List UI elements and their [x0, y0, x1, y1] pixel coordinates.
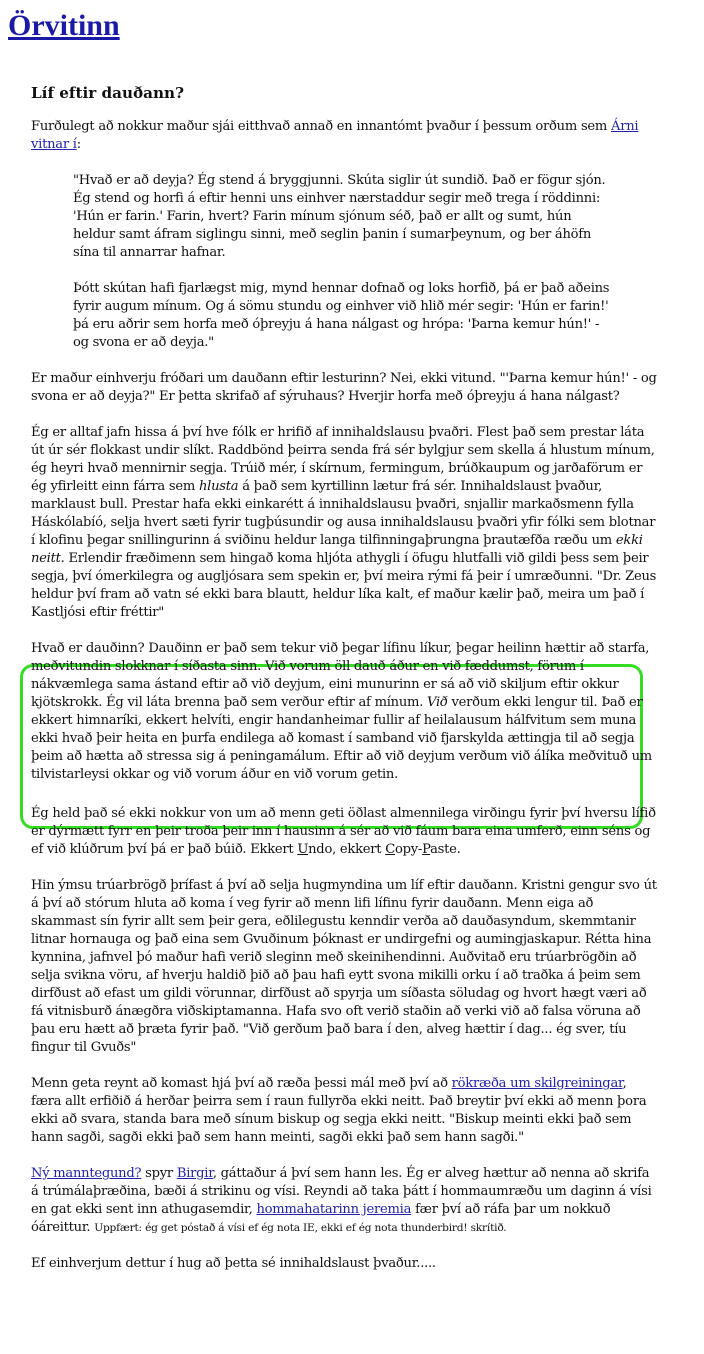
- paragraph-4-text-b: , ekkert: [332, 842, 386, 857]
- intro-colon: :: [76, 137, 81, 152]
- paste-rest: aste: [430, 842, 457, 857]
- definitions-link[interactable]: rökræða um skilgreiningar: [451, 1076, 623, 1091]
- paste-underlined-letter: P: [422, 842, 431, 857]
- paragraph-2: [31, 424, 659, 622]
- post-body: [31, 82, 659, 1291]
- copy-underlined-letter: C: [385, 842, 395, 857]
- intro-text: Furðulegt að nokkur maður sjái eitthvað annað en innantómt þvaður í þessum orðum sem: [31, 119, 611, 134]
- post-title: Líf eftir dauðann?: [31, 84, 184, 102]
- paragraph-7-text-a: spyr: [141, 1166, 177, 1181]
- intro-paragraph: [31, 118, 659, 154]
- paragraph-2-text-c: . Erlendir fræðimenn sem hingað koma hljóta athygli í öfugu hlutfalli við gildi þess sem þeir segja, því ómerkilegra og augljósara sem spekin er, því meira rými fá þeir í umræðunni. "Dr. Zeus heldur því fram að vatn sé ekki bara blautt, heldur líka kalt, ef maður kælir það, meira um það í Kastljósi eftir fréttir": [31, 551, 657, 620]
- highlighted-text-b: verðum ekki lengur til. Það er ekkert himnaríki, ekkert helvíti, engir handanheimar fullir af heilalausum hálfvitum sem muna ekki hvað þeir heita en þurfa endilega að komast í samband við fjarskylda ættingja til að segja þeim að hætta að stressa sig á peningamálum. Eftir að við deyjum verðum við álíka meðvituð um tilvistarleysi okkar og við vorum áður en við vorum getin.: [31, 695, 652, 782]
- paragraph-5: Hin ýmsu trúarbrögð þrífast á því að selja hugmyndina um líf eftir dauðann. Kristni gengur svo út á því að stórum hluta að koma í veg fyrir að menn lifi lífinu fyrir dauðann. Menn eiga að skammast sín fyrir allt sem þeir gera, eðlilegustu kenndir verða að dauðasyndum, skemmtanir litnar hornauga og það eina sem Gvuðinum þóknast er undirgefni og aumingjaskapur. Rétta hina kynnina, jafnvel þó maður hafi verið sleginn með skeinihendinni. Auðvitað eru trúarbrögðin að selja svikna vöru, af hverju haldið þið að þau hafi eytt svona mikilli orku í að traðka á þeim sem dirfðust að efast um gildi vörunnar, dirfðust að spyrja um síðasta söludag og hvort hægt væri að fá vitnisburð ánægðra viðskiptamanna. Hafa svo oft verið staðin að verki við að falsa vöruna að þau eru hætt að þræta fyrir það. "Við gerðum það bara í den, alveg hættir í dag... ég sver, tíu fingur til Gvuðs": [31, 878, 657, 1055]
- undo-underlined-letter: U: [297, 842, 309, 857]
- arni-link[interactable]: Árni vitnar í: [31, 119, 639, 152]
- paragraph-6-text-a: Menn geta reynt að komast hjá því að ræða þessi mál með því að: [31, 1076, 452, 1091]
- jeremia-link[interactable]: hommahatarinn jeremia: [256, 1202, 412, 1217]
- paragraph-7: [31, 1165, 659, 1237]
- quote-block: [73, 172, 613, 352]
- emphasis-vid: Við: [427, 695, 448, 710]
- paragraph-4-text-a: Ég held það sé ekki nokkur von um að menn geti öðlast almennilega virðingu fyrir því hversu lífið er dýrmætt fyrr en þeir troða þeir inn í hausinn á sér að við fáum bara eina umferð, einn séns og ef við klúðrum því þá er það búið. Ekkert: [31, 806, 656, 857]
- emphasis-ekki-neitt: ekki neitt: [31, 533, 643, 566]
- paragraph-8: Ef einhverjum dettur í hug að þetta sé innihaldslaust þvaður.....: [31, 1256, 436, 1271]
- highlighted-paragraph: [31, 640, 659, 784]
- paragraph-7-text-c: fær því að ráfa þar um nokkuð óáreittur.: [31, 1202, 611, 1235]
- undo-rest: ndo: [308, 842, 333, 857]
- paragraph-6: [31, 1075, 659, 1147]
- paragraph-1: Er maður einhverju fróðari um dauðann eftir lesturinn? Nei, ekki vitund. "'Þarna kemur hún!' - og svona er að deyja?" Er þetta skrifað af sýruhaus? Hverjir horfa með óþreyju á hana nálgast?: [31, 371, 657, 404]
- site-title: [8, 6, 120, 46]
- paragraph-6-text-b: , færa allt erfiðið á herðar þeirra sem í raun fullyrða ekki neitt. Það breytir því ekki að menn þora ekki að svara, standa bara með sínum biskup og segja ekki neitt. "Biskup meinti ekki það sem hann sagði, sagði ekki það sem hann meinti, sagði ekki það sem hann sagði.": [31, 1076, 647, 1145]
- emphasis-hlusta: hlusta: [198, 479, 239, 494]
- paragraph-2-text-a: Ég er alltaf jafn hissa á því hve fólk er hrifið af innihaldslausu þvaðri. Flest það sem prestar láta út úr sér flokkast undir slíkt. Raddbönd þeirra senda frá sér bylgjur sem skella á hlustum mínum, ég heyri hvað mennirnir segja. Trúið mér, í skírnum, fermingum, brúðkaupum og jarðaförum er ég yfirleitt einn fárra sem: [31, 425, 655, 494]
- paragraph-4: [31, 805, 659, 859]
- new-species-link[interactable]: Ný manntegund?: [31, 1166, 142, 1181]
- copy-rest: opy-: [394, 842, 423, 857]
- highlighted-text-a: Hvað er dauðinn? Dauðinn er það sem tekur við þegar lífinu líkur, þegar heilinn hættir að starfa, meðvitundin slokknar í síðasta sinn. Við vorum öll dauð áður en við fæddumst, förum í nákvæmlega sama ástand eftir að við deyjum, eini munurinn er sá að við skiljum eftir okkur kjötskrokk. Ég vil láta brenna það sem verður eftir af mínum.: [31, 641, 650, 710]
- paragraph-2-text-b: á það sem kyrtillinn lætur frá sér. Innihaldslaust þvaður, marklaust bull. Prestar hafa ekki einkarétt á innihaldslausu þvaðri, snjallir markaðsmenn fylla Háskólabíó, selja hvert sæti fyrir tugþúsundir og ausa innihaldslausu þvaðri yfir fólki sem blotnar í klofinu þegar snillingurinn á sviðinu heldur langa tilfinningaþrungna þrautæfða ræðu um: [31, 479, 656, 548]
- update-note: Uppfært: ég get póstað á vísi ef ég nota IE, ekki ef ég nota thunderbird! skrítið.: [94, 1222, 507, 1234]
- paragraph-7-text-b: , gáttaður á því sem hann les. Ég er alveg hættur að nenna að skrifa á trúmálaþræðina, bæði á strikinu og vísi. Reyndi að taka þátt í hommaumræðu um daginn á vísi en gat ekki sent inn athugasemdir,: [31, 1166, 652, 1217]
- paragraph-4-text-c: .: [456, 842, 461, 857]
- quote-paragraph-1: "Hvað er að deyja? Ég stend á bryggjunni. Skúta siglir út sundið. Það er fögur sjón. Ég stend og horfi á eftir henni uns einhver nærstaddur segir með trega í röddinni: 'Hún er farin.' Farin, hvert? Farin mínum sjónum séð, það er allt og sumt, hún heldur samt áfram siglingu sinni, með seglin þanin í sumarþeynum, og ber áhöfn sína til annarrar hafnar.: [73, 173, 606, 260]
- site-title-link[interactable]: Örvitinn: [8, 9, 120, 42]
- birgir-link[interactable]: Birgir: [176, 1166, 213, 1181]
- quote-paragraph-2: Þótt skútan hafi fjarlægst mig, mynd hennar dofnað og loks horfið, þá er það aðeins fyrir augum mínum. Og á sömu stundu og einhver við hlið mér segir: 'Hún er farin!' þá eru aðrir sem horfa með óþreyju á hana nálgast og hrópa: 'Þarna kemur hún!' - og svona er að deyja.": [73, 281, 610, 350]
